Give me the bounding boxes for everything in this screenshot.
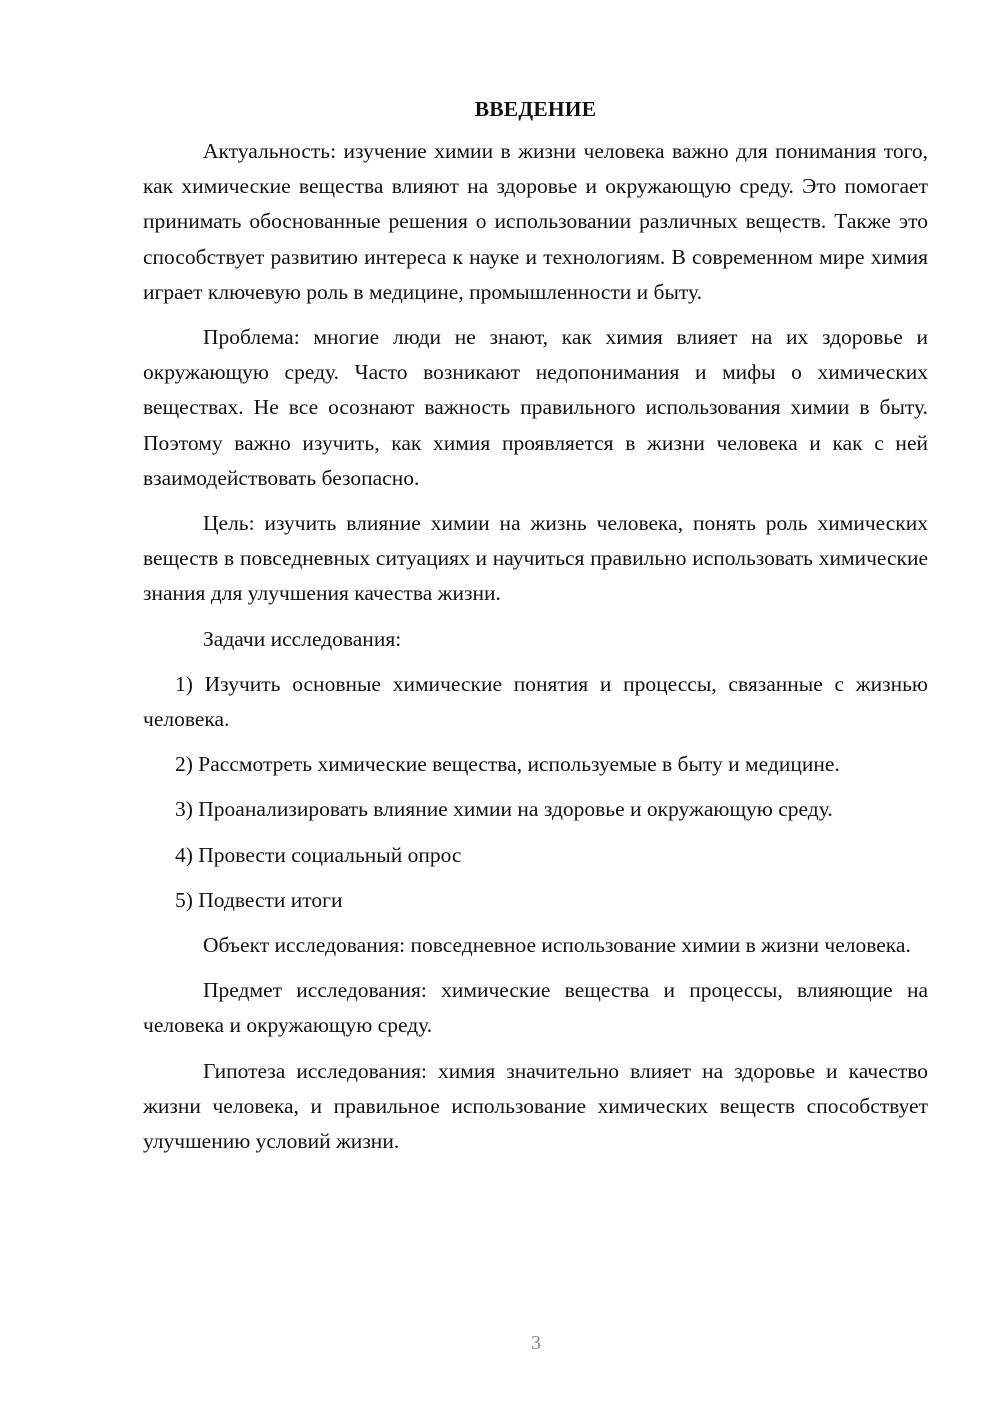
- task-item: 3) Проанализировать влияние химии на здоровье и окружающую среду.: [175, 797, 833, 822]
- hypothesis-paragraph: Гипотеза исследования: химия значительно влияет на здоровье и качество жизни человека, и правильное использование химических веществ способствует улучшению условий жизни.: [143, 1058, 928, 1154]
- task-item: 5) Подвести итоги: [175, 887, 343, 912]
- document-page: [143, 92, 928, 1169]
- object-paragraph: Объект исследования: повседневное использование химии в жизни человека.: [203, 933, 911, 958]
- goal-paragraph: Цель: изучить влияние химии на жизнь человека, понять роль химических веществ в повседневных ситуациях и научиться правильно использовать химические знания для улучшения качества жизни.: [143, 511, 928, 606]
- task-item: 1) Изучить основные химические понятия и процессы, связанные с жизнью человека.: [143, 671, 928, 732]
- page-title: ВВЕДЕНИЕ: [474, 97, 597, 121]
- task-item: 2) Рассмотреть химические вещества, используемые в быту и медицине.: [175, 752, 840, 777]
- tasks-heading: Задачи исследования:: [203, 626, 402, 651]
- subject-paragraph: Предмет исследования: химические вещества и процессы, влияющие на человека и окружающую среду.: [143, 978, 928, 1038]
- relevance-paragraph: Актуальность: изучение химии в жизни человека важно для понимания того, как химические вещества влияют на здоровье и окружающую среду. Это помогает принимать обоснованные решения о использовании различных веществ. Также это способствует развитию интереса к науке и технологиям. В современном мире химия играет ключевую роль в медицине, промышленности и быту.: [143, 139, 928, 304]
- page-number: 3: [531, 1332, 541, 1354]
- task-item: 4) Провести социальный опрос: [175, 842, 462, 867]
- problem-paragraph: Проблема: многие люди не знают, как химия влияет на их здоровье и окружающую среду. Часто возникают недопонимания и мифы о химических веществах. Не все осознают важность правильного использования химии в быту. Поэтому важно изучить, как химия проявляется в жизни человека и как с ней взаимодействовать безопасно.: [143, 325, 928, 490]
